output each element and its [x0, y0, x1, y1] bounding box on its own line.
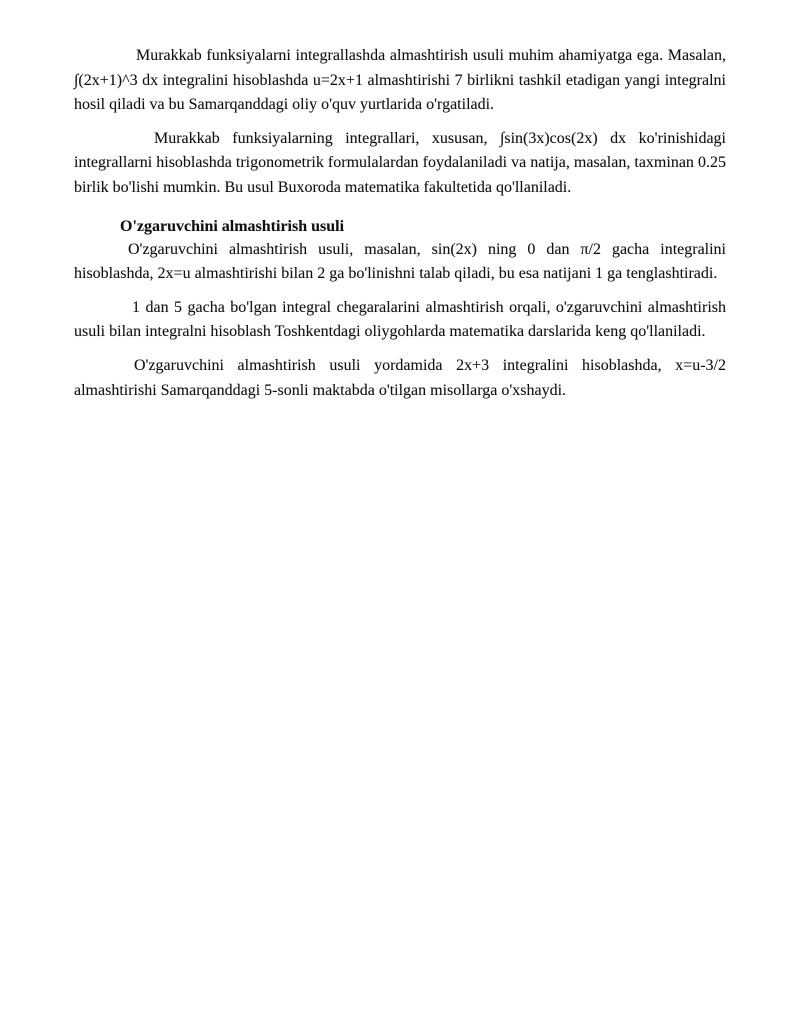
paragraph-substitution-intro: Murakkab funksiyalarni integrallashda almashtirish usuli muhim ahamiyatga ega. Masalan, ∫(2x+1)^3 dx integralini hisoblashda u=2x+1 almashtirishi 7 birlikni tashkil etadigan yangi integralni hosil qiladi va bu Samarqanddagi oliy o'quv yurtlarida o'rgatiladi. [74, 47, 726, 114]
document-page [74, 44, 726, 403]
paragraph-linear-substitution: O'zgaruvchini almashtirish usuli yordamida 2x+3 integralini hisoblashda, x=u-3/2 almashtirishi Samarqanddagi 5-sonli maktabda o'tilgan misollarga o'xshaydi. [74, 356, 726, 399]
paragraph-limits-substitution: 1 dan 5 gacha bo'lgan integral chegaralarini almashtirish orqali, o'zgaruvchini almashtirish usuli bilan integralni hisoblash Toshkentdagi oliygohlarda matematika darslarida keng qo'llaniladi. [74, 298, 726, 341]
paragraph-trigonometric-integrals: Murakkab funksiyalarning integrallari, xususan, ∫sin(3x)cos(2x) dx ko'rinishidagi integrallarni hisoblashda trigonometrik formulalardan foydalaniladi va natija, masalan, taxminan 0.25 birlik bo'lishi mumkin. Bu usul Buxoroda matematika fakultetida qo'llaniladi. [74, 129, 726, 196]
paragraph-variable-substitution: O'zgaruvchini almashtirish usuli, masalan, sin(2x) ning 0 dan π/2 gacha integralini hisoblashda, 2x=u almashtirishi bilan 2 ga bo'linishni talab qiladi, bu esa natijani 1 ga tenglashtiradi. [74, 240, 726, 283]
section-heading: O'zgaruvchini almashtirish usuli [120, 217, 345, 235]
